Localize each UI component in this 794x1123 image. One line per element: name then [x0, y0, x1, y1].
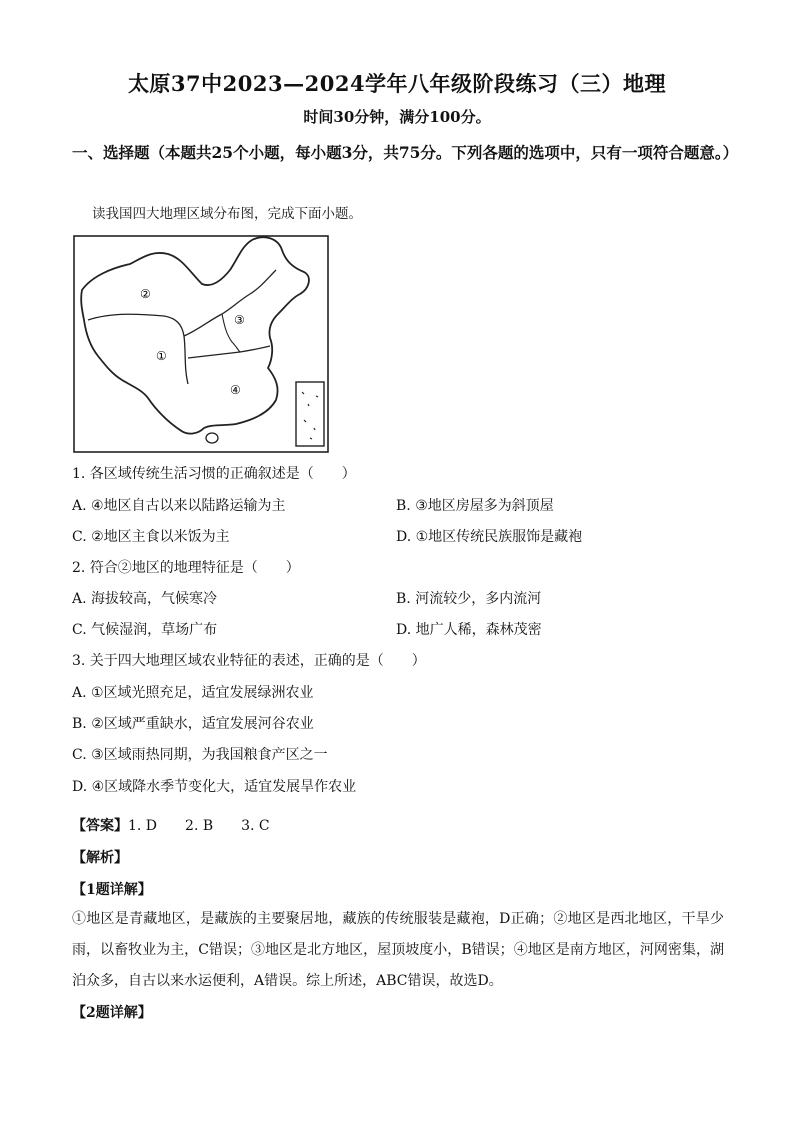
- region-label: ④: [230, 383, 241, 397]
- question-3-option-c: C. ③区域雨热同期，为我国粮食产区之一: [72, 747, 328, 763]
- question-3-option-a: A. ①区域光照充足，适宜发展绿洲农业: [72, 685, 314, 701]
- country-outline: [81, 237, 309, 433]
- question-3-option-d: D. ④区域降水季节变化大，适宜发展旱作农业: [72, 779, 357, 795]
- question-1-option-d: D. ①地区传统民族服饰是藏袍: [396, 529, 583, 545]
- question-2-option-c: C. 气候湿润，草场广布: [72, 622, 218, 638]
- question-1-option-b: B. ③地区房屋多为斜顶屋: [396, 498, 554, 514]
- question-3-option-b: B. ②区域严重缺水，适宜发展河谷农业: [72, 716, 314, 732]
- question-2-option-a: A. 海拔较高，气候寒冷: [72, 591, 218, 607]
- region-label: ③: [234, 313, 245, 327]
- document-title: 太原37中2023—2024学年八年级阶段练习（三）地理: [127, 71, 667, 96]
- china-regions-map: [72, 228, 330, 454]
- q1-detail-text: ①地区是青藏地区，是藏族的主要聚居地，藏族的传统服装是藏袍，D正确；②地区是西北地区，干旱少雨，以畜牧业为主，C错误；③地区是北方地区，屋顶坡度小，B错误；④地区是南方地区，河网密集，湖泊众多，自古以来水运便利，A错误。综上所述，ABC错误，故选D。: [72, 911, 724, 989]
- question-1-option-a: A. ④地区自古以来以陆路运输为主: [72, 498, 286, 514]
- answer-line: [72, 815, 270, 835]
- region-boundary: [188, 346, 270, 358]
- question-2-stem: 2. 符合②地区的地理特征是（ ）: [72, 560, 300, 576]
- question-1-option-c: C. ②地区主食以米饭为主: [72, 529, 230, 545]
- question-1-stem: 1. 各区域传统生活习惯的正确叙述是（ ）: [72, 466, 356, 482]
- question-3-stem: 3. 关于四大地理区域农业特征的表述，正确的是（ ）: [72, 653, 426, 669]
- q2-detail-label: 【2题详解】: [72, 1005, 152, 1021]
- question-2-option-b: B. 河流较少，多内流河: [396, 591, 542, 607]
- answer-values: 1. D 2. B 3. C: [128, 818, 270, 834]
- q1-detail-label: 【1题详解】: [72, 882, 152, 898]
- section-heading: 一、选择题（本题共25个小题，每小题3分，共75分。下列各题的选项中，只有一项符合题意。）: [72, 143, 739, 162]
- analysis-label: 【解析】: [72, 850, 128, 866]
- exam-info: 时间30分钟，满分100分。: [303, 108, 491, 126]
- region-label: ①: [156, 349, 167, 363]
- answer-label: 【答案】: [72, 818, 128, 834]
- question-2-option-d: D. 地广人稀，森林茂密: [396, 622, 542, 638]
- region-label: ②: [140, 287, 151, 301]
- question-intro: 读我国四大地理区域分布图，完成下面小题。: [92, 206, 362, 222]
- region-boundary: [88, 314, 188, 384]
